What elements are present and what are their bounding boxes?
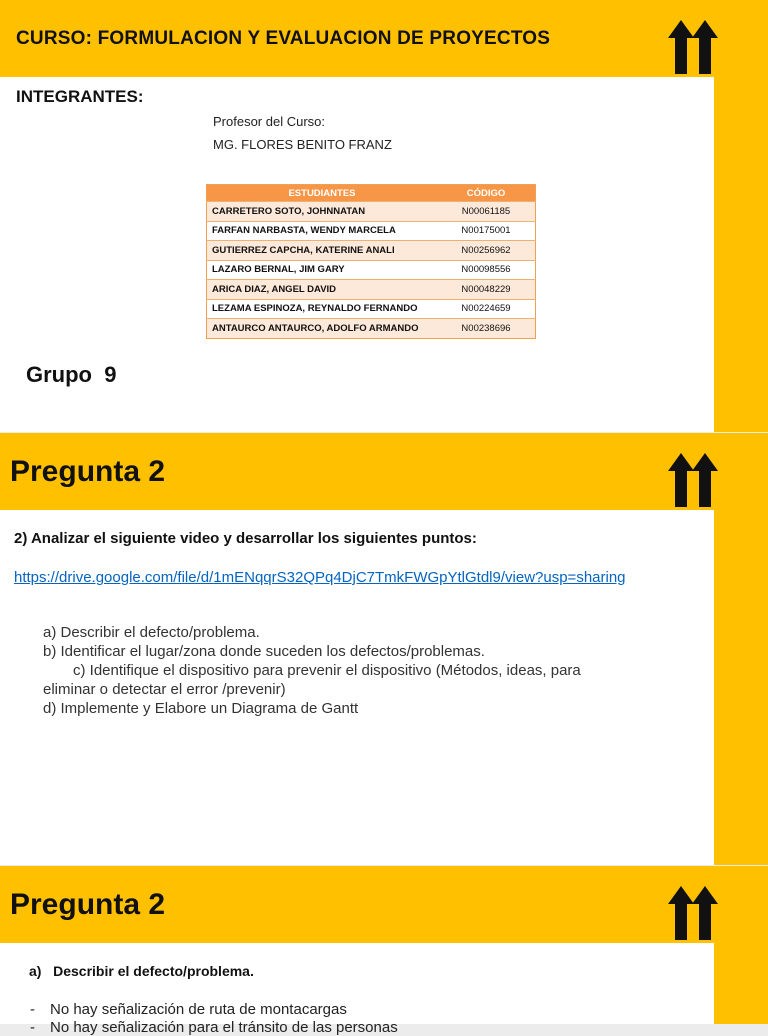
bullet-text: No hay señalización para el tránsito de las personas bbox=[50, 1019, 398, 1036]
student-name: ANTAURCO ANTAURCO, ADOLFO ARMANDO bbox=[207, 319, 438, 339]
list-item bbox=[30, 1001, 347, 1018]
student-code: N00175001 bbox=[437, 221, 536, 241]
slide-title: Pregunta 2 bbox=[10, 888, 166, 921]
student-code: N00061185 bbox=[437, 202, 536, 222]
list-item: c) Identifique el dispositivo para prevenir el dispositivo (Métodos, ideas, para bbox=[73, 662, 581, 679]
side-bar bbox=[714, 510, 768, 865]
slide-cover bbox=[0, 0, 768, 432]
bullet-dash-icon: - bbox=[30, 1019, 35, 1036]
table-row bbox=[207, 299, 536, 319]
university-logo-icon bbox=[668, 453, 718, 507]
question-heading: 2) Analizar el siguiente video y desarrollar los siguientes puntos: bbox=[14, 530, 477, 547]
slide-answer bbox=[0, 866, 768, 1036]
students-table bbox=[206, 184, 536, 339]
table-row bbox=[207, 241, 536, 261]
university-logo-icon bbox=[668, 20, 718, 74]
question-items bbox=[43, 623, 643, 718]
student-name: CARRETERO SOTO, JOHNNATAN bbox=[207, 202, 438, 222]
integrantes-label: INTEGRANTES: bbox=[16, 87, 144, 106]
bullet-dash-icon: - bbox=[30, 1001, 35, 1018]
group-label: Grupo 9 bbox=[26, 362, 117, 387]
list-item: a) Describir el defecto/problema. bbox=[43, 624, 260, 641]
student-code: N00098556 bbox=[437, 260, 536, 280]
answer-heading: a) Describir el defecto/problema. bbox=[29, 963, 254, 979]
header-code: CÓDIGO bbox=[437, 185, 536, 202]
student-name: FARFAN NARBASTA, WENDY MARCELA bbox=[207, 221, 438, 241]
video-link[interactable]: https://drive.google.com/file/d/1mENqqrS32QPq4DjC7TmkFWGpYtlGtdl9/view?usp=sharing bbox=[14, 569, 626, 586]
table-row bbox=[207, 319, 536, 339]
list-item bbox=[30, 1019, 398, 1036]
student-name: ARICA DIAZ, ANGEL DAVID bbox=[207, 280, 438, 300]
university-logo-icon bbox=[668, 886, 718, 940]
table-row bbox=[207, 202, 536, 222]
professor-label: Profesor del Curso: bbox=[213, 114, 325, 129]
student-code: N00224659 bbox=[437, 299, 536, 319]
student-code: N00048229 bbox=[437, 280, 536, 300]
table-row bbox=[207, 260, 536, 280]
course-title: CURSO: FORMULACION Y EVALUACION DE PROYECTOS bbox=[16, 28, 551, 49]
table-row bbox=[207, 280, 536, 300]
list-item: d) Implemente y Elabore un Diagrama de Gantt bbox=[43, 700, 359, 717]
student-code: N00238696 bbox=[437, 319, 536, 339]
list-item: eliminar o detectar el error /prevenir) bbox=[43, 681, 286, 698]
student-name: LAZARO BERNAL, JIM GARY bbox=[207, 260, 438, 280]
student-name: GUTIERREZ CAPCHA, KATERINE ANALI bbox=[207, 241, 438, 261]
professor-name: MG. FLORES BENITO FRANZ bbox=[213, 137, 392, 152]
student-code: N00256962 bbox=[437, 241, 536, 261]
list-item: b) Identificar el lugar/zona donde suceden los defectos/problemas. bbox=[43, 643, 485, 660]
side-bar bbox=[714, 77, 768, 432]
bullet-text: No hay señalización de ruta de montacargas bbox=[50, 1001, 347, 1018]
table-row bbox=[207, 221, 536, 241]
header-students: ESTUDIANTES bbox=[207, 185, 438, 202]
slide-title: Pregunta 2 bbox=[10, 455, 166, 488]
slide-question bbox=[0, 433, 768, 865]
side-bar bbox=[714, 943, 768, 1024]
table-header-row bbox=[207, 185, 536, 202]
student-name: LEZAMA ESPINOZA, REYNALDO FERNANDO bbox=[207, 299, 438, 319]
